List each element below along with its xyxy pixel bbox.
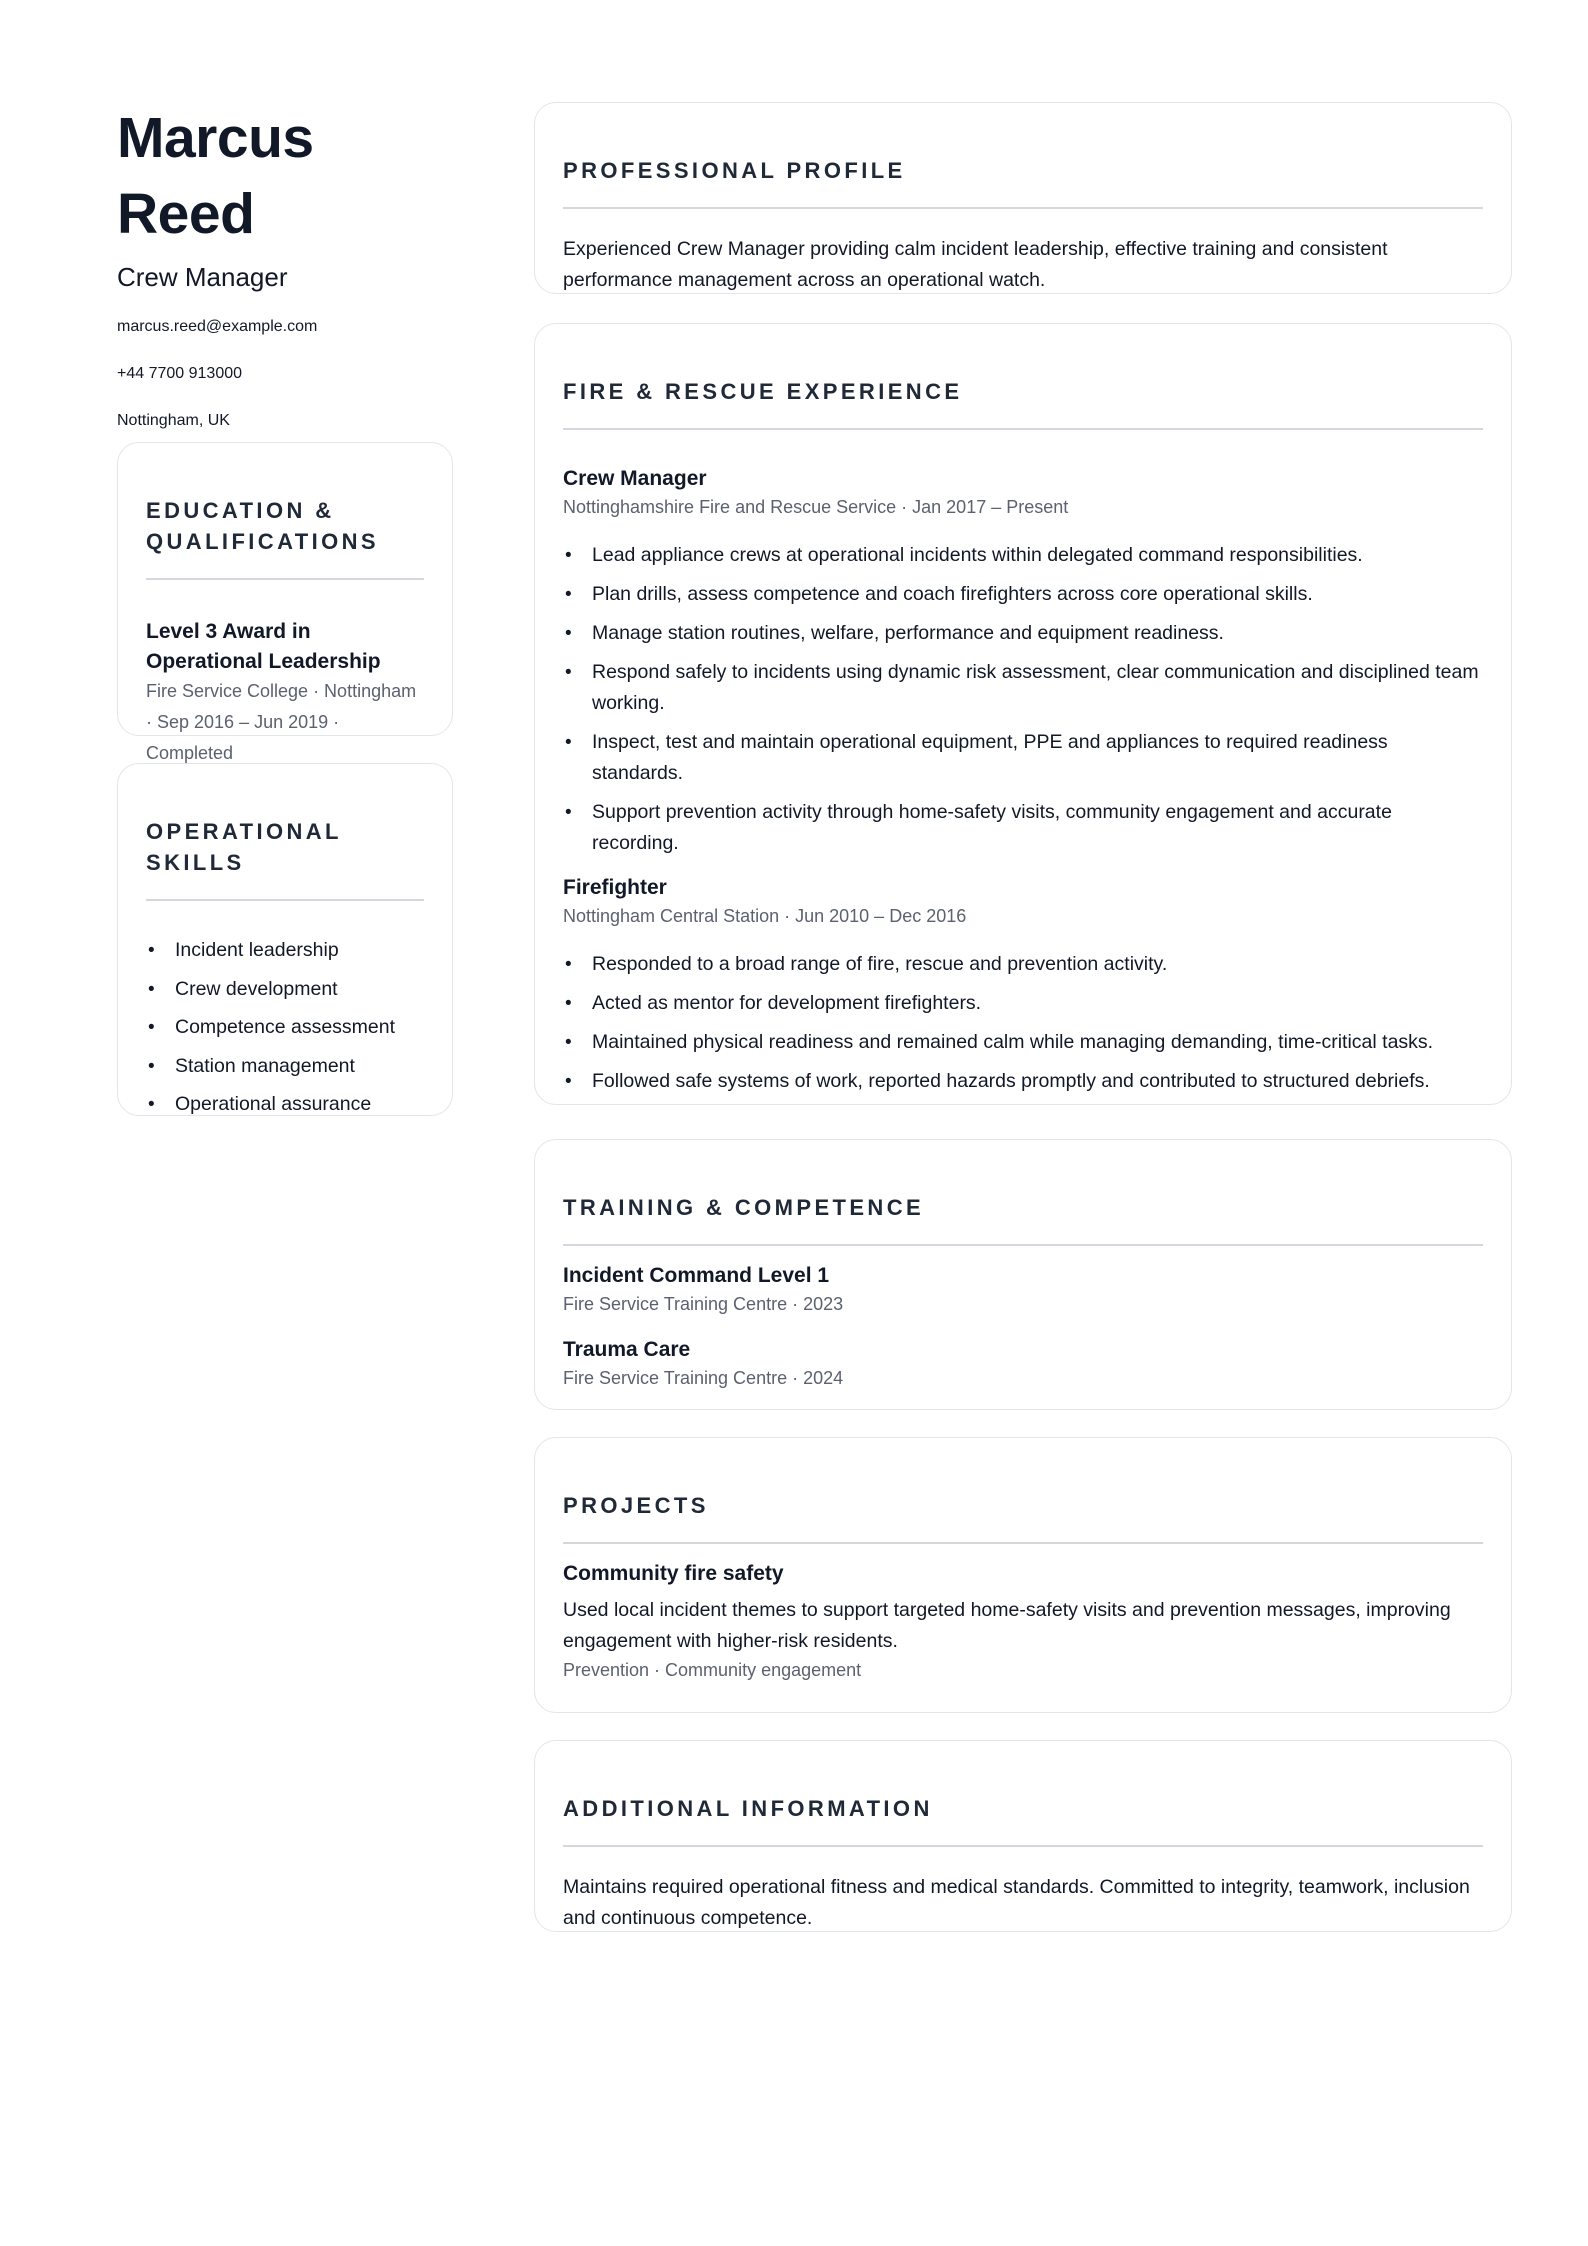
training-title: Incident Command Level 1: [563, 1264, 830, 1287]
profile-card: [534, 102, 1512, 294]
job-bullet: • Lead appliance crews at operational incidents within delegated command responsibilities.: [563, 540, 1483, 571]
skills-heading: OPERATIONAL SKILLS: [146, 819, 342, 875]
candidate-name: Marcus Reed: [117, 106, 314, 246]
experience-card: [534, 323, 1512, 1105]
job-meta: Nottingham Central Station · Jun 2010 – Dec 2016: [563, 906, 967, 926]
training-meta: Fire Service Training Centre · 2023: [563, 1294, 844, 1314]
project-tags: Prevention · Community engagement: [563, 1660, 862, 1680]
section-divider: [563, 207, 1483, 209]
candidate-role: Crew Manager: [117, 262, 288, 292]
contact-phone[interactable]: +44 7700 913000: [117, 365, 243, 382]
project-title: Community fire safety: [563, 1562, 784, 1585]
skill-item: • Operational assurance: [146, 1089, 424, 1120]
project-item: [563, 1559, 1483, 1683]
projects-heading: PROJECTS: [563, 1493, 709, 1518]
job-bullet: • Inspect, test and maintain operational equipment, PPE and appliances to required readiness standards.: [563, 727, 1483, 789]
sidebar: [117, 100, 454, 457]
job-bullet: • Plan drills, assess competence and coach firefighters across core operational skills.: [563, 579, 1483, 610]
qualification-meta: Fire Service College · Nottingham · Sep 2016 – Jun 2019 · Completed: [146, 681, 417, 763]
skills-card: [117, 763, 453, 1116]
job-bullet: • Maintained physical readiness and remained calm while managing demanding, time-critical tasks.: [563, 1027, 1483, 1058]
job-meta: Nottinghamshire Fire and Rescue Service · Jan 2017 – Present: [563, 497, 1069, 517]
skill-item: • Station management: [146, 1051, 424, 1082]
section-divider: [563, 1244, 1483, 1246]
section-divider: [146, 899, 424, 901]
additional-text: Maintains required operational fitness and medical standards. Committed to integrity, teamwork, inclusion and continuous competence.: [563, 1876, 1470, 1929]
job-entry: [563, 873, 1483, 1097]
skill-item: • Crew development: [146, 974, 424, 1005]
section-divider: [146, 578, 424, 580]
job-bullets: [563, 949, 1483, 1097]
section-divider: [563, 1542, 1483, 1544]
training-item: [563, 1335, 1483, 1391]
skills-list: [146, 935, 424, 1120]
qualification-title: Level 3 Award in Operational Leadership: [146, 620, 381, 673]
job-bullet: • Support prevention activity through home-safety visits, community engagement and accurate recording.: [563, 797, 1483, 859]
job-bullet: • Responded to a broad range of fire, rescue and prevention activity.: [563, 949, 1483, 980]
job-bullet: • Manage station routines, welfare, performance and equipment readiness.: [563, 618, 1483, 649]
contact-email[interactable]: marcus.reed@example.com: [117, 318, 318, 335]
job-bullets: [563, 540, 1483, 859]
section-divider: [563, 1845, 1483, 1847]
education-heading: EDUCATION & QUALIFICATIONS: [146, 498, 379, 554]
experience-heading: FIRE & RESCUE EXPERIENCE: [563, 379, 963, 404]
contact-location: Nottingham, UK: [117, 412, 230, 429]
project-description: Used local incident themes to support targeted home-safety visits and prevention messages, improving engagement with higher-risk residents.: [563, 1599, 1451, 1652]
profile-summary: Experienced Crew Manager providing calm incident leadership, effective training and consistent performance management across an operational watch.: [563, 238, 1388, 291]
additional-card: [534, 1740, 1512, 1932]
training-card: [534, 1139, 1512, 1410]
training-item: [563, 1261, 1483, 1317]
projects-card: [534, 1437, 1512, 1713]
training-title: Trauma Care: [563, 1338, 691, 1361]
job-bullet: • Acted as mentor for development firefighters.: [563, 988, 1483, 1019]
skill-item: • Competence assessment: [146, 1012, 424, 1043]
training-heading: TRAINING & COMPETENCE: [563, 1195, 925, 1220]
job-entry: [563, 464, 1483, 859]
job-bullet: • Respond safely to incidents using dynamic risk assessment, clear communication and disciplined team working.: [563, 657, 1483, 719]
job-title: Firefighter: [563, 876, 667, 899]
additional-heading: ADDITIONAL INFORMATION: [563, 1796, 933, 1821]
profile-heading: PROFESSIONAL PROFILE: [563, 158, 906, 183]
education-item: [146, 617, 424, 769]
contact-list: [117, 316, 454, 432]
job-bullet: • Followed safe systems of work, reported hazards promptly and contributed to structured debriefs.: [563, 1066, 1483, 1097]
training-meta: Fire Service Training Centre · 2024: [563, 1368, 844, 1388]
skill-item: • Incident leadership: [146, 935, 424, 966]
section-divider: [563, 428, 1483, 430]
job-title: Crew Manager: [563, 467, 707, 490]
education-card: [117, 442, 453, 763]
